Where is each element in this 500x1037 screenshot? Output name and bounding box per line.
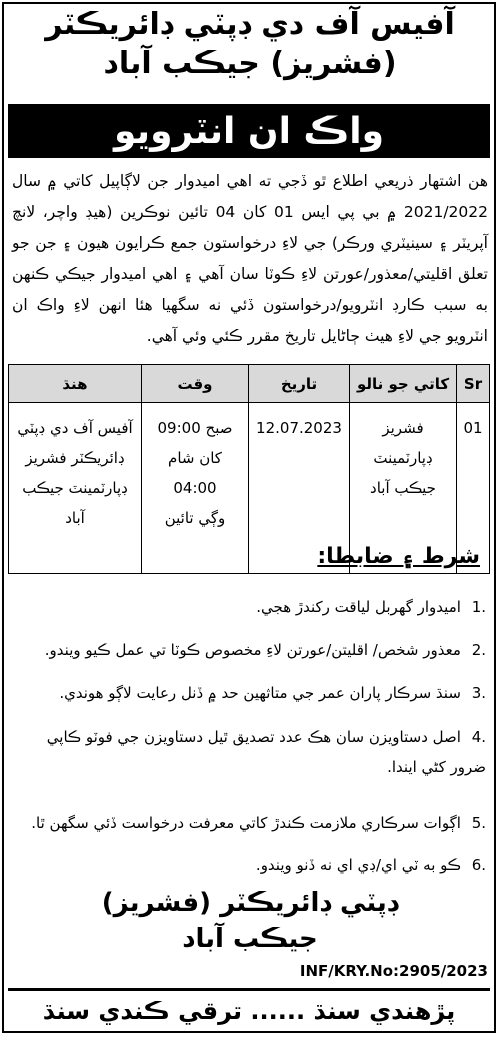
time-line-2: کان شام 04:00 — [168, 449, 222, 497]
rule-number: 3. — [471, 684, 486, 702]
rule-item — [8, 850, 486, 880]
cell-time — [142, 403, 249, 574]
header-place: هنڌ — [9, 365, 142, 403]
table-header-row — [9, 365, 490, 403]
rule-item — [8, 635, 486, 665]
signature-location: جيڪب آباد — [182, 924, 318, 954]
rule-number: 5. — [471, 814, 486, 832]
office-title: آفيس آف دي ڊپٽي ڊائريڪٽر — [45, 7, 455, 42]
rule-item — [8, 592, 486, 622]
rule-text: سنڌ سرڪار پاران عمر جي متاثهين حد ۾ ڏنل رعايت لاڳو هوندي. — [59, 684, 461, 702]
cell-department: فشريز ڊپارٽمينٽ جيڪب آباد — [350, 403, 457, 574]
cell-place: آفيس آف دي ڊپٽي ڊائريڪٽر فشريز ڊپارٽمينٽ جيڪب آباد — [9, 403, 142, 574]
rule-text: اصل دستاويزن سان هڪ عدد تصديق ٿيل دستاويزن جي فوٽو ڪاپي ضرور کڻي ايندا. — [46, 728, 486, 776]
sr-number: 01 — [463, 419, 483, 437]
header-date: تاريخ — [249, 365, 350, 403]
header-time: وقت — [142, 365, 249, 403]
rule-number: 2. — [471, 641, 486, 659]
reference-number: INF/KRY.No:2905/2023 — [299, 962, 488, 980]
signature-title: ڊپٽي ڊائريڪٽر (فشريز) — [101, 888, 399, 918]
footer-slogan: پڙهندي سنڌ ...... ترقي ڪندي سنڌ — [8, 988, 490, 1031]
rule-text: اڳوات سرڪاري ملازمت ڪندڙ کاتي معرفت درخواست ڏئي سگهن ٿا. — [31, 814, 461, 832]
time-line-1: صبح 09:00 — [157, 419, 233, 437]
time-line-3: وڳي تائين — [164, 509, 226, 527]
interview-schedule-table — [8, 364, 490, 574]
rule-item — [8, 808, 486, 838]
rule-text: معذور شخص/ اقليتن/عورتن لاءِ مخصوص ڪوٽا تي عمل ڪيو ويندو. — [44, 641, 461, 659]
rule-text: اميدوار گهربل لياقت رکندڙ هجي. — [256, 598, 461, 616]
rule-number: 1. — [471, 598, 486, 616]
walk-in-interview-banner: واڪ ان انٽرويو — [8, 104, 490, 158]
rule-number: 6. — [471, 856, 486, 874]
rule-item — [8, 678, 486, 708]
interview-date: 12.07.2023 — [256, 419, 342, 437]
rule-text: ڪو به ٽي اي/ڊي اي نه ڏنو ويندو. — [255, 856, 461, 874]
office-subtitle: (فشريز) جيڪب آباد — [103, 46, 397, 81]
rule-number: 4. — [471, 728, 486, 746]
header-department: کاتي جو نالو — [350, 365, 457, 403]
header-sr: Sr — [457, 365, 490, 403]
rules-title: شرط ۽ ضابطا: — [317, 544, 480, 569]
rule-item — [8, 722, 486, 782]
intro-paragraph: هن اشتهار ذريعي اطلاع ٿو ڏجي ته اهي اميدوار جن لاڳاپيل کاتي ۾ سال 2021/2022 ۾ بي پي ايس 01 کان 04 تائين نوڪرين (هيڊ واچر، لانچ آپريٽر ۽ سينيٽري ورڪر) جي لاءِ درخواستون جمع ڪرايون هيون ۽ جن جو تعلق اقليتي/معذور/عورتن لاءِ ڪوٽا سان آهي ۽ اهي اميدوار جيڪي ڪنهن به سبب ڪارڊ انٽرويو/درخواستون ڏئي نه سگهيا هئا انهن لاءِ واڪ ان انٽرويو جي لاءِ هيٺ ڄاڻايل تاريخ مقرر ڪئي وئي آهي. — [12, 172, 488, 345]
